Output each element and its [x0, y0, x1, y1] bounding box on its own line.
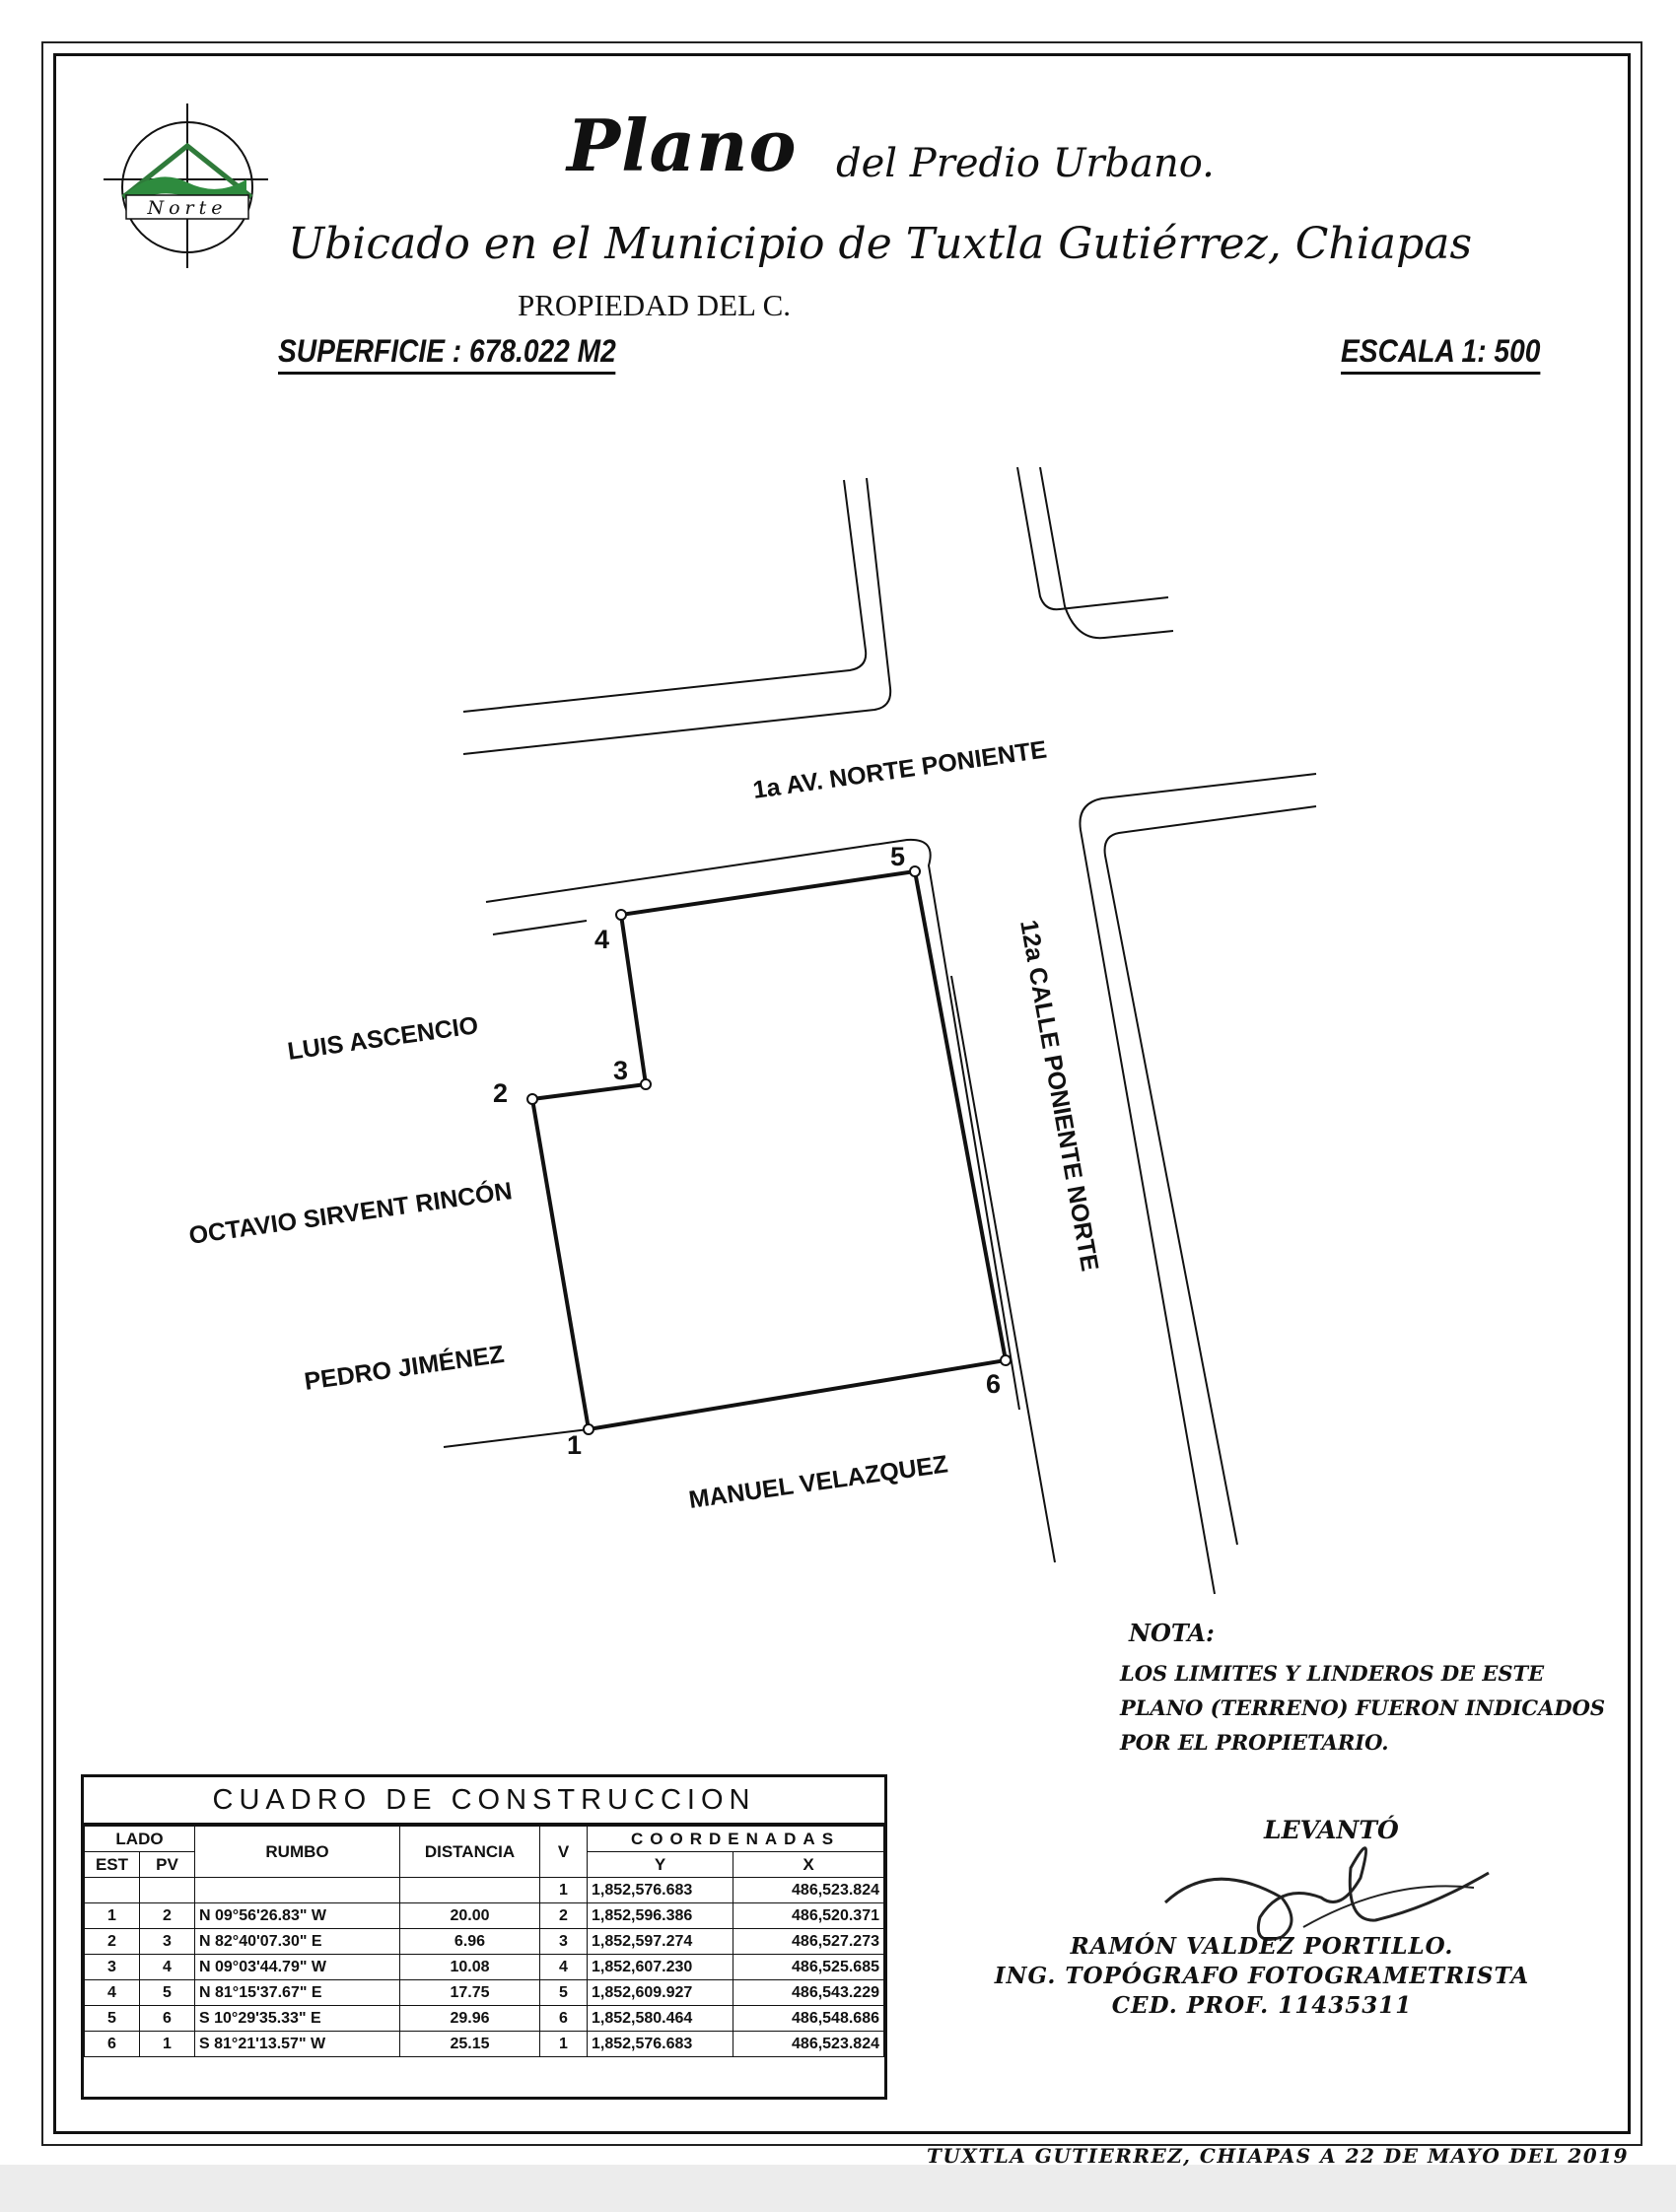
header-row-1 — [85, 1827, 884, 1852]
cell-v: 3 — [540, 1929, 588, 1955]
cell-y: 1,852,597.274 — [588, 1929, 733, 1955]
street-label-east: 12a CALLE PONIENTE NORTE — [1014, 918, 1104, 1274]
cell-distancia: 10.08 — [400, 1955, 540, 1980]
cell-pv: 2 — [140, 1903, 195, 1929]
cell-y: 1,852,596.386 — [588, 1903, 733, 1929]
table-row — [85, 1929, 884, 1955]
cell-v: 1 — [540, 2032, 588, 2057]
vertex-marker-5 — [910, 866, 920, 876]
construction-grid — [84, 1826, 884, 2057]
cell-est: 3 — [85, 1955, 140, 1980]
table-row — [85, 1980, 884, 2006]
col-header-x: X — [733, 1852, 884, 1878]
cell-pv: 4 — [140, 1955, 195, 1980]
cell-est: 2 — [85, 1929, 140, 1955]
neighbor-label-luis: LUIS ASCENCIO — [285, 1011, 480, 1066]
cell-pv: 3 — [140, 1929, 195, 1955]
table-row — [85, 2032, 884, 2057]
cell-v: 5 — [540, 1980, 588, 2006]
col-header-pv: PV — [140, 1852, 195, 1878]
cell-est: 4 — [85, 1980, 140, 2006]
nota-title: NOTA: — [1129, 1619, 1215, 1647]
construction-table — [81, 1774, 887, 2100]
cell-distancia: 29.96 — [400, 2006, 540, 2032]
cell-v: 6 — [540, 2006, 588, 2032]
cell-rumbo: S 10°29'35.33" E — [195, 2006, 400, 2032]
vertex-marker-4 — [616, 910, 626, 920]
surveyor-role: ING. TOPÓGRAFO FOTOGRAMETRISTA — [994, 1963, 1530, 1989]
plan-subtitle: Ubicado en el Municipio de Tuxtla Gutiérrez, Chiapas — [288, 219, 1473, 269]
neighbor-label-manuel: MANUEL VELAZQUEZ — [686, 1450, 950, 1514]
cell-est: 6 — [85, 2032, 140, 2057]
vertex-marker-6 — [1001, 1355, 1011, 1365]
vertex-label-1: 1 — [567, 1430, 583, 1460]
surface-area: SUPERFICIE : 678.022 M2 — [278, 333, 616, 375]
cell-v: 2 — [540, 1903, 588, 1929]
col-header-est: EST — [85, 1852, 140, 1878]
cell-x: 486,523.824 — [733, 2032, 884, 2057]
property-boundary — [532, 871, 1006, 1429]
cell-distancia: 6.96 — [400, 1929, 540, 1955]
cell-pv: 1 — [140, 2032, 195, 2057]
cell-y: 1,852,580.464 — [588, 2006, 733, 2032]
cell-distancia: 25.15 — [400, 2032, 540, 2057]
col-header-y: Y — [588, 1852, 733, 1878]
construction-table-title: CUADRO DE CONSTRUCCION — [84, 1777, 884, 1826]
vertex-label-6: 6 — [986, 1369, 1002, 1399]
logo-text: Norte — [147, 197, 228, 219]
cell-y: 1,852,609.927 — [588, 1980, 733, 2006]
neighbor-label-octavio: OCTAVIO SIRVENT RINCÓN — [186, 1177, 515, 1250]
cell-x: 486,523.824 — [733, 1878, 884, 1903]
table-row — [85, 1955, 884, 1980]
table-row — [85, 2006, 884, 2032]
signature-stroke — [1303, 1886, 1474, 1927]
vertex-marker-3 — [641, 1079, 651, 1089]
table-row — [85, 1878, 884, 1903]
vertex-label-5: 5 — [890, 842, 906, 871]
nota-text — [1120, 1656, 1613, 1760]
nota-line: LOS LIMITES Y LINDEROS DE ESTE — [1120, 1661, 1545, 1686]
cell-rumbo: N 81°15'37.67" E — [195, 1980, 400, 2006]
street-label-north: 1a AV. NORTE PONIENTE — [750, 735, 1049, 804]
levanto-label: LEVANTÓ — [1264, 1816, 1399, 1844]
cell-x: 486,527.273 — [733, 1929, 884, 1955]
cell-distancia: 20.00 — [400, 1903, 540, 1929]
nota-line: PLANO (TERRENO) FUERON INDICADOS — [1120, 1695, 1606, 1720]
surveyor-license: CED. PROF. 11435311 — [1111, 1992, 1413, 2019]
signature-drawing — [1165, 1848, 1489, 1940]
scale-label: ESCALA 1: 500 — [1341, 333, 1540, 375]
cell-pv: 6 — [140, 2006, 195, 2032]
cell-rumbo: N 82°40'07.30" E — [195, 1929, 400, 1955]
cell-x: 486,548.686 — [733, 2006, 884, 2032]
street-lines — [444, 467, 1316, 1594]
surveyor-block — [986, 1932, 1538, 2021]
place-date: TUXTLA GUTIERREZ, CHIAPAS A 22 DE MAYO DEL 2019 — [927, 2144, 1630, 2168]
plan-title-rest: del Predio Urbano. — [836, 141, 1215, 186]
col-header-distancia: DISTANCIA — [400, 1827, 540, 1878]
surveyor-name: RAMÓN VALDEZ PORTILLO. — [1070, 1933, 1454, 1960]
vertex-label-3: 3 — [613, 1056, 629, 1085]
cell-v: 4 — [540, 1955, 588, 1980]
cell-y: 1,852,576.683 — [588, 2032, 733, 2057]
cell-x: 486,520.371 — [733, 1903, 884, 1929]
neighbor-label-pedro: PEDRO JIMÉNEZ — [302, 1340, 507, 1396]
vertex-marker-1 — [584, 1424, 594, 1434]
cell-x: 486,543.229 — [733, 1980, 884, 2006]
cell-rumbo: S 81°21'13.57" W — [195, 2032, 400, 2057]
col-header-coordenadas: COORDENADAS — [588, 1827, 884, 1852]
col-header-v: V — [540, 1827, 588, 1878]
cell-pv: 5 — [140, 1980, 195, 2006]
cell-est: 1 — [85, 1903, 140, 1929]
cell-distancia: 17.75 — [400, 1980, 540, 2006]
cell-y: 1,852,576.683 — [588, 1878, 733, 1903]
owner-label: PROPIEDAD DEL C. — [518, 288, 792, 322]
vertex-marker-2 — [527, 1094, 537, 1104]
cell-est: 5 — [85, 2006, 140, 2032]
table-row — [85, 1903, 884, 1929]
cell-x: 486,525.685 — [733, 1955, 884, 1980]
cell-y: 1,852,607.230 — [588, 1955, 733, 1980]
cell-rumbo: N 09°56'26.83" W — [195, 1903, 400, 1929]
vertex-label-4: 4 — [594, 925, 610, 954]
nota-line: POR EL PROPIETARIO. — [1120, 1730, 1389, 1755]
cell-v: 1 — [540, 1878, 588, 1903]
col-header-lado: LADO — [85, 1827, 195, 1852]
col-header-rumbo: RUMBO — [195, 1827, 400, 1878]
vertex-label-2: 2 — [493, 1078, 509, 1108]
cell-rumbo: N 09°03'44.79" W — [195, 1955, 400, 1980]
plan-title: Plano — [567, 104, 798, 187]
